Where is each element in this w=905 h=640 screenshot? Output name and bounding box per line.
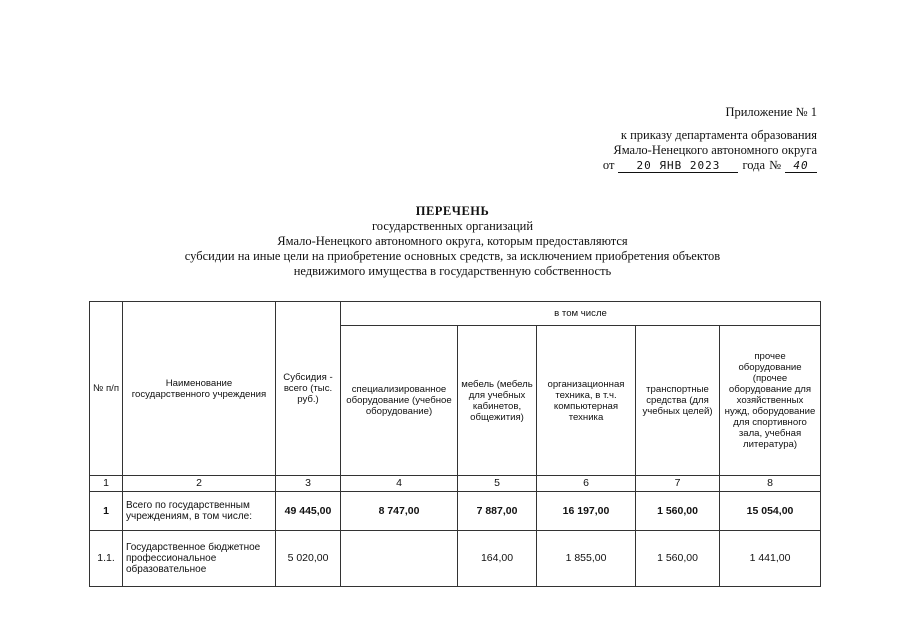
row-number: 1.1. — [90, 531, 123, 587]
year-label: года — [742, 158, 766, 172]
column-number: 2 — [123, 476, 276, 492]
number-label: № — [769, 158, 781, 172]
row-other-equipment: 15 054,00 — [720, 492, 821, 531]
row-number: 1 — [90, 492, 123, 531]
row-total: 5 020,00 — [276, 531, 341, 587]
row-office-equipment: 1 855,00 — [537, 531, 636, 587]
header-row-group — [90, 302, 821, 326]
column-number: 4 — [341, 476, 458, 492]
annex-date-line — [603, 158, 817, 173]
row-furniture: 164,00 — [458, 531, 537, 587]
annex-title: Приложение № 1 — [725, 105, 817, 119]
annex-region-line: Ямало-Ненецкого автономного округа — [613, 143, 817, 157]
header-name: Наименование государственного учреждения — [123, 302, 276, 476]
column-number: 5 — [458, 476, 537, 492]
table-row — [90, 531, 821, 587]
row-special-equipment: 8 747,00 — [341, 492, 458, 531]
row-vehicles: 1 560,00 — [636, 492, 720, 531]
header-other-equipment: прочее оборудование (прочее оборудование для хозяйственных нужд, оборудование для спортивного зала, учебная литература) — [720, 326, 821, 476]
header-number: № п/п — [90, 302, 123, 476]
row-vehicles: 1 560,00 — [636, 531, 720, 587]
header-special-equipment: специализированное оборудование (учебное оборудование) — [341, 326, 458, 476]
table-row — [90, 492, 821, 531]
title-line-1: государственных организаций — [371, 219, 534, 233]
title-line-2: Ямало-Ненецкого автономного округа, которым предоставляются — [277, 234, 628, 248]
column-number: 3 — [276, 476, 341, 492]
row-office-equipment: 16 197,00 — [537, 492, 636, 531]
title-line-4: недвижимого имущества в государственную собственность — [293, 264, 612, 278]
header-office-equipment: организационная техника, в т.ч. компьютерная техника — [537, 326, 636, 476]
column-number: 8 — [720, 476, 821, 492]
row-total: 49 445,00 — [276, 492, 341, 531]
document-title: ПЕРЕЧЕНЬ — [415, 204, 490, 218]
row-furniture: 7 887,00 — [458, 492, 537, 531]
row-name: Всего по государственным учреждениям, в том числе: — [123, 492, 276, 531]
header-vehicles: транспортные средства (для учебных целей) — [636, 326, 720, 476]
annex-order-line: к приказу департамента образования — [620, 128, 817, 142]
organizations-table — [89, 301, 821, 587]
row-name: Государственное бюджетное профессиональное образовательное — [123, 531, 276, 587]
order-number: 40 — [785, 160, 817, 173]
order-date-stamp: 20 ЯНВ 2023 — [618, 160, 738, 173]
header-including: в том числе — [341, 302, 821, 326]
column-number: 1 — [90, 476, 123, 492]
row-other-equipment: 1 441,00 — [720, 531, 821, 587]
column-number: 7 — [636, 476, 720, 492]
column-number-row — [90, 476, 821, 492]
from-label: от — [602, 158, 615, 172]
header-total: Субсидия - всего (тыс. руб.) — [276, 302, 341, 476]
title-line-3: субсидии на иные цели на приобретение основных средств, за исключением приобретения объектов — [184, 249, 721, 263]
column-number: 6 — [537, 476, 636, 492]
header-furniture: мебель (мебель для учебных кабинетов, общежития) — [458, 326, 537, 476]
row-special-equipment — [341, 531, 458, 587]
